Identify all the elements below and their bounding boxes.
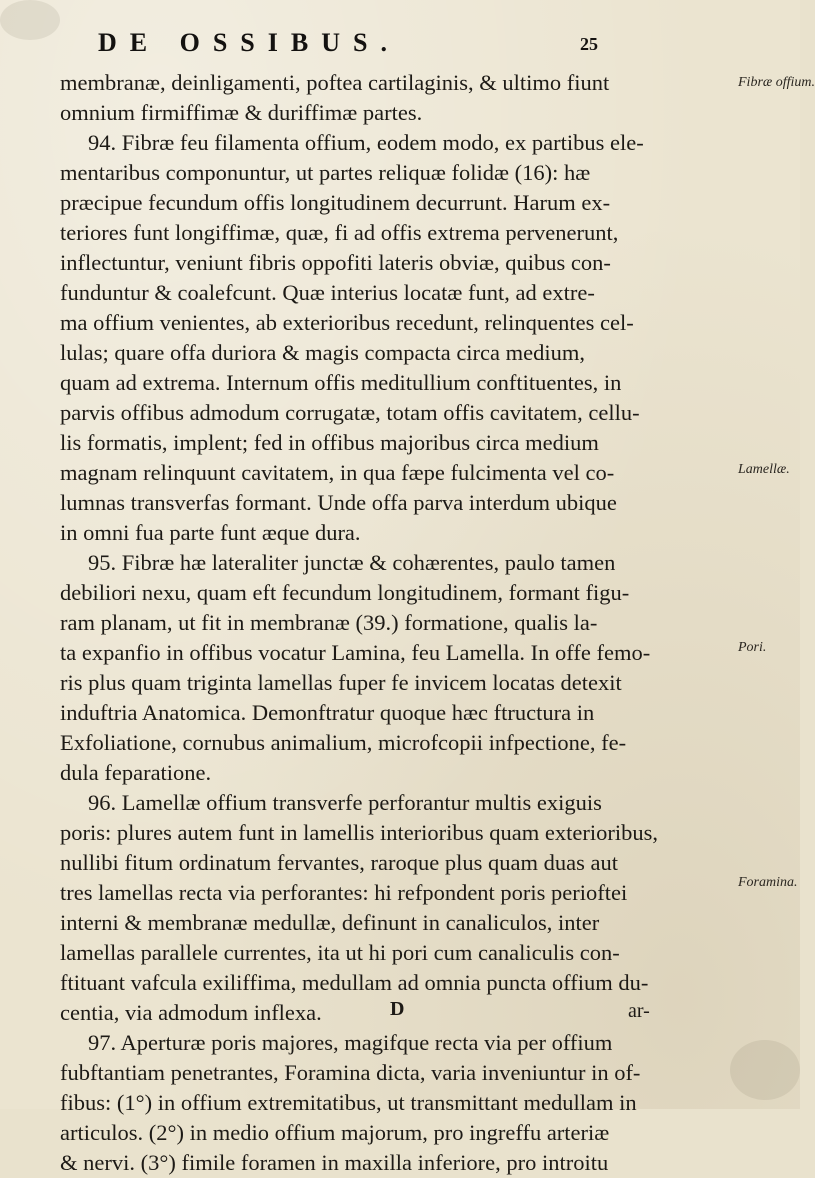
text-line: dula feparatione. bbox=[60, 760, 212, 785]
text-line: tres lamellas recta via perforantes: hi refpondent poris perioftei bbox=[60, 880, 628, 905]
running-head: DE OSSIBUS. bbox=[98, 28, 400, 57]
text-line: poris: plures autem funt in lamellis interioribus quam exterioribus, bbox=[60, 820, 659, 845]
signature-mark: D bbox=[390, 998, 405, 1020]
text-line: 95. Fibræ hæ lateraliter junctæ & cohærentes, paulo tamen bbox=[88, 550, 616, 575]
text-line: præcipue fecundum offis longitudinem decurrunt. Harum ex- bbox=[60, 190, 611, 215]
margin-note-lamellae: Lamellæ. bbox=[738, 462, 790, 477]
text-line: inflectuntur, veniunt fibris oppofiti lateris obviæ, quibus con- bbox=[60, 250, 611, 275]
text-line: induftria Anatomica. Demonftratur quoque hæc ftructura in bbox=[60, 700, 595, 725]
text-line: ma offium venientes, ab exterioribus recedunt, relinquentes cel- bbox=[60, 310, 634, 335]
text-line: ta expanfio in offibus vocatur Lamina, feu Lamella. In offe femo- bbox=[60, 640, 651, 665]
text-line: lumnas transverfas formant. Unde offa parva interdum ubique bbox=[60, 490, 617, 515]
page-number: 25 bbox=[580, 34, 598, 54]
text-line: funduntur & coalefcunt. Quæ interius locatæ funt, ad extre- bbox=[60, 280, 595, 305]
text-line: lulas; quare offa duriora & magis compacta circa medium, bbox=[60, 340, 586, 365]
text-line: 96. Lamellæ offium transverfe perforantur multis exiguis bbox=[88, 790, 602, 815]
text-line: parvis offibus admodum corrugatæ, totam offis cavitatem, cellu- bbox=[60, 400, 640, 425]
text-line: interni & membranæ medullæ, definunt in canaliculos, inter bbox=[60, 910, 600, 935]
text-line: lamellas parallele currentes, ita ut hi pori cum canaliculis con- bbox=[60, 940, 620, 965]
text-line: teriores funt longiffimæ, quæ, fi ad offis extrema pervenerunt, bbox=[60, 220, 619, 245]
text-line: 94. Fibræ feu filamenta offium, eodem modo, ex partibus ele- bbox=[88, 130, 644, 155]
text-line: mentaribus componuntur, ut partes reliquæ folidæ (16): hæ bbox=[60, 160, 591, 185]
text-line: membranæ, deinligamenti, poftea cartilaginis, & ultimo fiunt bbox=[60, 70, 610, 95]
text-line: in omni fua parte funt æque dura. bbox=[60, 520, 361, 545]
text-line: magnam relinquunt cavitatem, in qua fæpe fulcimenta vel co- bbox=[60, 460, 615, 485]
text-line: centia, via admodum inflexa. bbox=[60, 1000, 322, 1025]
text-line: & nervi. (3°) fimile foramen in maxilla inferiore, pro introitu bbox=[60, 1150, 609, 1175]
margin-note-fibrae: Fibræ offium. bbox=[738, 75, 815, 90]
margin-note-pori: Pori. bbox=[738, 640, 767, 655]
text-line: fibus: (1°) in offium extremitatibus, ut transmittant medullam in bbox=[60, 1090, 637, 1115]
text-line: ram planam, ut fit in membranæ (39.) formatione, qualis la- bbox=[60, 610, 598, 635]
text-line: debiliori nexu, quam eft fecundum longitudinem, formant figu- bbox=[60, 580, 630, 605]
text-line: quam ad extrema. Internum offis meditullium conftituentes, in bbox=[60, 370, 622, 395]
margin-note-foramina: Foramina. bbox=[738, 875, 798, 890]
text-line: omnium firmiffimæ & duriffimæ partes. bbox=[60, 100, 423, 125]
text-line: lis formatis, implent; fed in offibus majoribus circa medium bbox=[60, 430, 599, 455]
text-line: fubftantiam penetrantes, Foramina dicta, varia inveniuntur in of- bbox=[60, 1060, 641, 1085]
page-header bbox=[0, 22, 800, 62]
text-line: articulos. (2°) in medio offium majorum, pro ingreffu arteriæ bbox=[60, 1120, 610, 1145]
text-line: nullibi fitum ordinatum fervantes, raroque plus quam duas aut bbox=[60, 850, 618, 875]
text-line: ris plus quam triginta lamellas fuper fe invicem locatas detexit bbox=[60, 670, 622, 695]
text-line: ftituant vafcula exiliffima, medullam ad omnia puncta offium du- bbox=[60, 970, 649, 995]
paper-stain bbox=[730, 1040, 800, 1100]
text-line: Exfoliatione, cornubus animalium, microfcopii infpectione, fe- bbox=[60, 730, 627, 755]
text-line: 97. Aperturæ poris majores, magifque recta via per offium bbox=[88, 1030, 613, 1055]
catchword: ar- bbox=[628, 1000, 650, 1022]
